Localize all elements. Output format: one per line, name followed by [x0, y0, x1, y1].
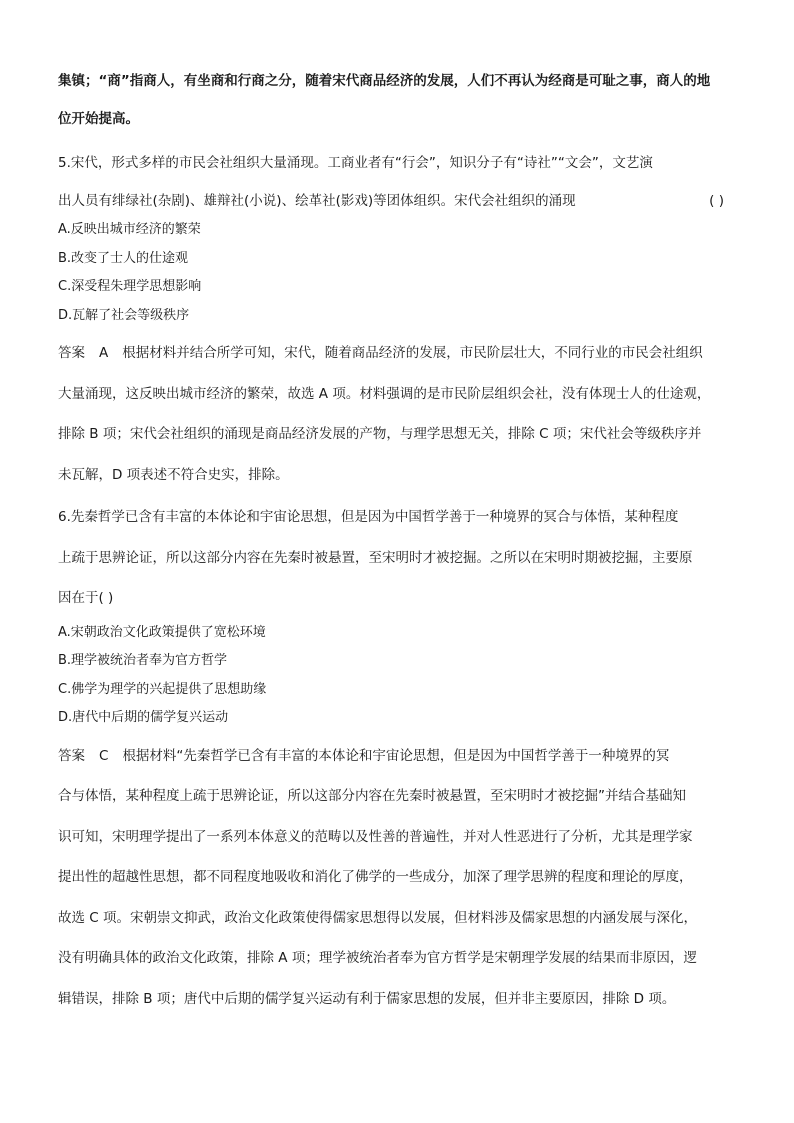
q5-option-c: C.深受程朱理学思想影响 [58, 279, 202, 294]
q5-explanation-1: 根据材料并结合所学可知，宋代，随着商品经济的发展，市民阶层壮大，不同行业的市民会社组织 [122, 345, 703, 361]
q6-answer-key: C [99, 747, 109, 764]
q6-answer-line-1 [58, 736, 738, 777]
question-6 [58, 497, 738, 1019]
intro-line-2: 位开始提高。 [58, 111, 139, 127]
question-5 [58, 144, 738, 495]
q5-option-d: D.瓦解了社会等级秩序 [58, 307, 190, 323]
q6-options [58, 619, 738, 733]
q5-option-a: A.反映出城市经济的繁荣 [58, 222, 201, 237]
q5-answer-key: A [99, 345, 109, 361]
q6-option-d: D.唐代中后期的儒学复兴运动 [58, 710, 229, 725]
q5-answer-block [58, 333, 738, 495]
q6-explanation-6: 没有明确具体的政治文化政策，排除 A 项；理学被统治者奉为官方哲学是宋朝理学发展的结果而非原因，逻 [58, 950, 697, 966]
q5-stem-line-1: 5.宋代，形式多样的市民会社组织大量涌现。工商业者有“行会”，知识分子有“诗社”“文会”，文艺演 [58, 155, 653, 171]
q6-option-c: C.佛学为理学的兴起提供了思想助缘 [58, 681, 267, 697]
q5-stem-line-2 [58, 182, 738, 220]
q6-explanation-1: 根据材料“先秦哲学已含有丰富的本体论和宇宙论思想，但是因为中国哲学善于一种境界的冥 [122, 747, 670, 764]
q6-option-b: B.理学被统治者奉为官方哲学 [58, 653, 228, 668]
q5-answer-line-1 [58, 333, 738, 374]
q6-stem-line-3: 因在于( ) [58, 590, 114, 606]
q5-options [58, 216, 738, 330]
q6-explanation-7: 辑错误，排除 B 项；唐代中后期的儒学复兴运动有利于儒家思想的发展，但并非主要原因，排除 D 项。 [58, 990, 676, 1007]
q6-answer-label: 答案 [58, 747, 85, 764]
q6-answer-block [58, 736, 738, 1020]
q5-explanation-3: 排除 B 项；宋代会社组织的涌现是商品经济发展的产物，与理学思想无关，排除 C 项；宋代社会等级秩序并 [58, 426, 702, 442]
document-page [58, 62, 738, 1019]
intro-line-1: 集镇；“商”指商人，有坐商和行商之分，随着宋代商品经济的发展，人们不再认为经商是可耻之事，商人的地 [58, 73, 711, 89]
q5-answer-bracket: ( ) [709, 193, 724, 209]
q5-answer-label: 答案 [58, 345, 85, 361]
q6-stem-line-1: 6.先秦哲学已含有丰富的本体论和宇宙论思想，但是因为中国哲学善于一种境界的冥合与体悟，某种程度 [58, 509, 679, 525]
q6-option-a: A.宋朝政治文化政策提供了宽松环境 [58, 624, 266, 640]
q6-explanation-2: 合与体悟，某种程度上疏于思辨论证，所以这部分内容在先秦时被悬置，至宋明时才被挖掘”并结合基础知 [58, 788, 686, 804]
q6-explanation-3: 识可知，宋明理学提出了一系列本体意义的范畴以及性善的普遍性，并对人性恶进行了分析，尤其是理学家 [58, 828, 693, 845]
q5-explanation-2: 大量涌现，这反映出城市经济的繁荣，故选 A 项。材料强调的是市民阶层组织会社，没有体现士人的仕途观， [58, 385, 711, 402]
q6-explanation-4: 提出性的超越性思想，都不同程度地吸收和消化了佛学的一些成分，加深了理学思辨的程度和理论的厚度， [58, 869, 693, 885]
q6-explanation-5: 故选 C 项。宋朝崇文抑武，政治文化政策使得儒家思想得以发展，但材料涉及儒家思想的内涵发展与深化， [58, 909, 698, 926]
intro-paragraph [58, 62, 738, 138]
q6-stem-line-2: 上疏于思辨论证，所以这部分内容在先秦时被悬置，至宋明时才被挖掘。之所以在宋明时期被挖掘，主要原 [58, 549, 693, 566]
q5-explanation-4: 未瓦解，D 项表述不符合史实，排除。 [58, 466, 289, 483]
q5-option-b: B.改变了士人的仕途观 [58, 250, 189, 266]
q5-stem-text: 出人员有绯绿社(杂剧)、雄辩社(小说)、绘革社(影戏)等团体组织。宋代会社组织的涌现 [58, 193, 576, 209]
